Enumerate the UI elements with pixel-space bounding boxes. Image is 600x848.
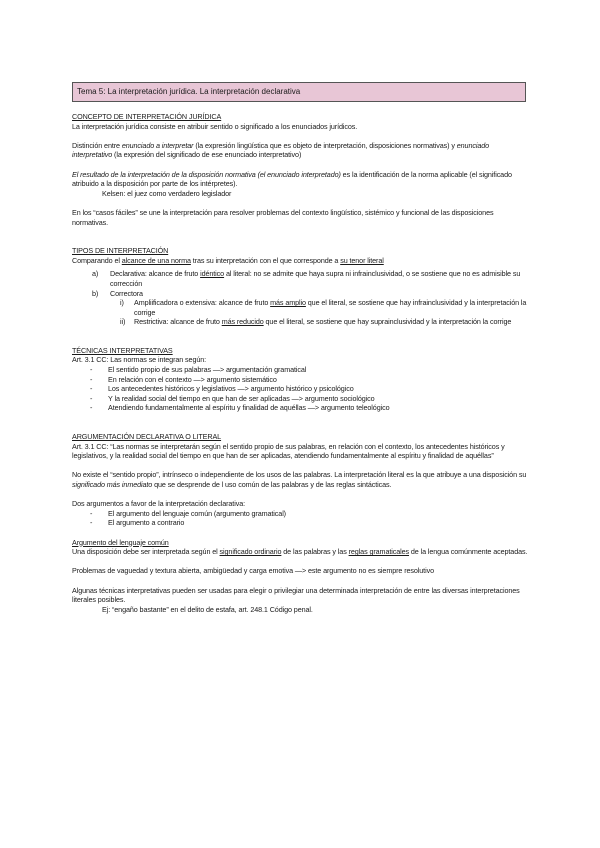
list-item-correctora: b) Correctora — [92, 288, 143, 298]
list-item: - Atendiendo fundamentalmente al espíritu y finalidad de aquéllas —> argumento teleológico — [90, 403, 390, 413]
list-item-declarativa: a) Declarativa: alcance de fruto idéntico al literal: no se admite que haya supra ni infrainclusividad, o se sostiene que no es admisible su corrección — [92, 269, 521, 288]
list-item: - El argumento del lenguaje común (argumento gramatical) — [90, 508, 286, 518]
list-item: - El argumento a contrario — [90, 518, 185, 528]
paragraph-example: Ej: “engaño bastante” en el delito de estafa, art. 248.1 Código penal. — [102, 604, 313, 614]
paragraph-significado-ordinario: Una disposición debe ser interpretada según el significado ordinario de las palabras y las reglas gramaticales de la lengua comúnmente aceptadas. — [72, 547, 528, 557]
paragraph-art31: Art. 3.1 CC: “Las normas se interpretarán según el sentido propio de sus palabras, en relación con el contexto, los antecedentes históricos y legislativos, y la realidad social del tiempo en que han de ser aplicadas, atendiendo fundamentalmente al espíritu y finalidad de aquéllas” — [72, 441, 505, 461]
list-item-restrictiva: ii) Restrictiva: alcance de fruto más reducido que el literal, se sostiene que hay suprainclusividad y la interpretación la corrige — [120, 317, 512, 327]
paragraph-tecnicas-privilegiar: Algunas técnicas interpretativas pueden ser usadas para elegir o privilegiar una determinada interpretación de entre las diversas interpretaciones literales posibles. — [72, 585, 520, 605]
list-item: - Y la realidad social del tiempo en que han de ser aplicadas —> argumento sociológico — [90, 393, 375, 403]
paragraph-distinction: Distinción entre enunciado a interpretar (la expresión lingüística que es objeto de interpretación, disposiciones normativas) y enunciado interpretativo (la expresión del significado de ese enunciado interpretativo) — [72, 140, 490, 160]
paragraph-tecnicas-intro: Art. 3.1 CC: Las normas se integran según: — [72, 355, 207, 365]
heading-tecnicas: TÉCNICAS INTERPRETATIVAS — [72, 345, 173, 355]
paragraph-tipos-intro: Comparando el alcance de una norma tras su interpretación con el que corresponde a su tenor literal — [72, 255, 384, 265]
heading-lenguaje-comun: Argumento del lenguaje común — [72, 537, 169, 547]
list-item: - En relación con el contexto —> argumento sistemático — [90, 374, 277, 384]
paragraph-easy-cases: En los “casos fáciles” se une la interpretación para resolver problemas del contexto lingüístico, sistémico y funcional de las disposiciones normativas. — [72, 207, 494, 227]
heading-tipos: TIPOS DE INTERPRETACIÓN — [72, 246, 169, 256]
paragraph-result: El resultado de la interpretación de la disposición normativa (el enunciado interpretado) es la identificación de la norma aplicable (el significado atribuido a la disposición por parte de los intérpretes). — [72, 169, 512, 189]
heading-argumentacion: ARGUMENTACIÓN DECLARATIVA O LITERAL — [72, 432, 222, 442]
list-item: - Los antecedentes históricos y legislativos —> argumento histórico y psicológico — [90, 384, 354, 394]
list-item-ampliadora: i) Ampliificadora o extensiva: alcance de fruto más amplio que el literal, se sostiene que hay infrainclusividad y la interpretación la corrige — [120, 298, 527, 317]
paragraph-definition: La interpretación jurídica consiste en atribuir sentido o significado a los enunciados jurídicos. — [72, 121, 358, 131]
heading-concepto: CONCEPTO DE INTERPRETACIÓN JURÍDICA — [72, 112, 222, 121]
paragraph-dos-argumentos: Dos argumentos a favor de la interpretación declarativa: — [72, 499, 245, 509]
list-item: - El sentido propio de sus palabras —> argumentación gramatical — [90, 365, 307, 375]
paragraph-kelsen: Kelsen: el juez como verdadero legislador — [102, 188, 232, 198]
document-body — [72, 112, 528, 614]
topic-title: Tema 5: La interpretación jurídica. La interpretación declarativa — [72, 82, 526, 102]
paragraph-sentido-propio: No existe el “sentido propio”, intrínseco o independiente de los usos de las palabras. La interpretación literal es la que atribuye a una disposición su significado más inmediato que se desprende de l uso común de las palabras y de las reglas sintácticas. — [72, 470, 527, 489]
paragraph-vaguedad: Problemas de vaguedad y textura abierta, ambigüedad y carga emotiva —> este argumento no es siempre resolutivo — [72, 566, 434, 576]
